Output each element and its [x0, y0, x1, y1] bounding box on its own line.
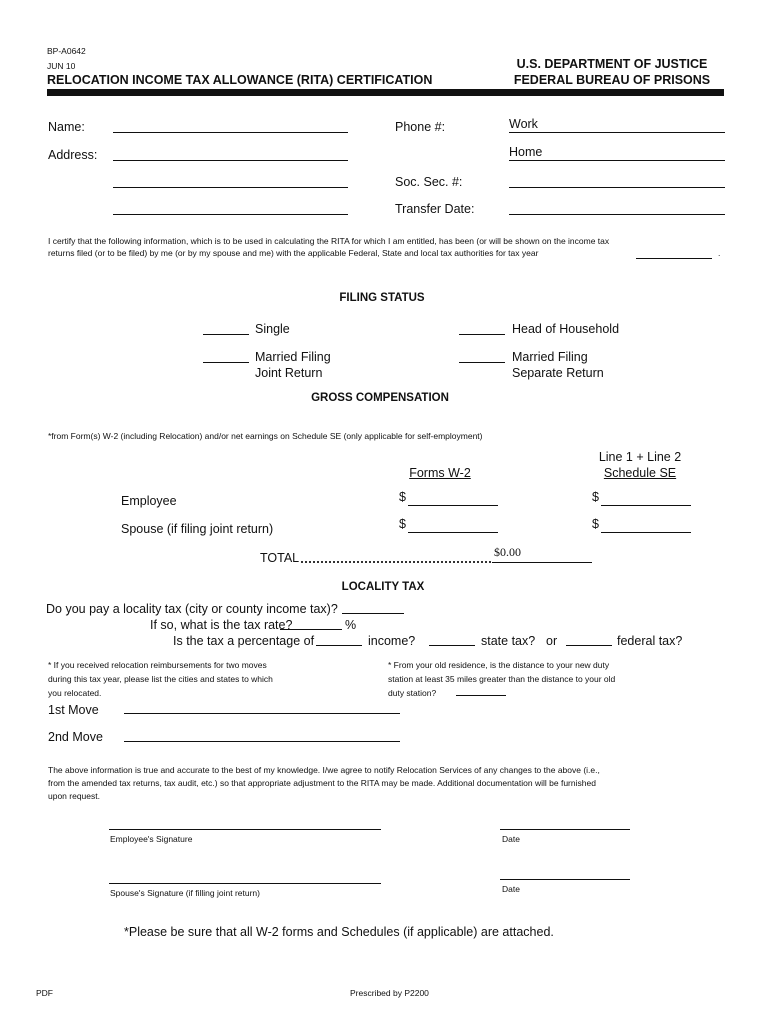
ssn-label: Soc. Sec. #:: [395, 175, 463, 189]
page-title: RELOCATION INCOME TAX ALLOWANCE (RITA) CERTIFICATION: [47, 73, 433, 87]
home-label: Home: [509, 145, 543, 159]
footer-left: PDF: [36, 988, 53, 998]
federal-tax-field[interactable]: [566, 630, 612, 646]
spouse-se-dollar: $: [592, 517, 599, 531]
move2-label: 2nd Move: [48, 730, 103, 744]
form-date: JUN 10: [47, 61, 76, 71]
col2-header-line2: Schedule SE: [603, 466, 677, 480]
gross-note: *from Form(s) W-2 (including Relocation) and/or net earnings on Schedule SE (only applicable for self-employment): [48, 431, 483, 441]
single-label: Single: [255, 322, 290, 336]
transfer-date-label: Transfer Date:: [395, 202, 475, 216]
total-underline: [492, 562, 592, 563]
note-left-1: * If you received relocation reimbursements for two moves: [48, 660, 267, 670]
employee-signature-label: Employee's Signature: [110, 834, 193, 844]
work-phone-field[interactable]: [509, 117, 725, 133]
name-label: Name:: [48, 120, 85, 134]
head-of-household-line[interactable]: [459, 319, 505, 335]
locality-q1: Do you pay a locality tax (city or county income tax)?: [46, 602, 338, 616]
note-right-2: station at least 35 miles greater than the distance to your old: [388, 674, 616, 684]
head-of-household-label: Head of Household: [512, 322, 620, 336]
employee-w2-field[interactable]: [408, 490, 498, 506]
date1-line[interactable]: [500, 829, 630, 830]
total-label: TOTAL: [260, 551, 300, 565]
header-rule: [47, 89, 724, 96]
note-left-3: you relocated.: [48, 688, 102, 698]
distance-field[interactable]: [456, 682, 506, 696]
married-joint-label-1: Married Filing: [255, 350, 331, 364]
ssn-field[interactable]: [509, 172, 725, 188]
total-leader: [301, 561, 491, 563]
locality-q1-field[interactable]: [342, 598, 404, 614]
locality-q2: If so, what is the tax rate?: [150, 618, 293, 632]
move2-field[interactable]: [124, 726, 400, 742]
declaration-line-2: from the amended tax returns, tax audit, etc.) so that appropriate adjustment to the RITA may be made. Additional documentation will be furnished: [48, 778, 596, 788]
employee-se-field[interactable]: [601, 490, 691, 506]
tax-rate-field[interactable]: [280, 614, 342, 630]
married-joint-label-2: Joint Return: [255, 366, 323, 380]
note-left-2: during this tax year, please list the cities and states to which: [48, 674, 273, 684]
agency-line-2: FEDERAL BUREAU OF PRISONS: [513, 73, 711, 87]
or-label: or: [546, 634, 558, 648]
transfer-date-field[interactable]: [509, 199, 725, 215]
spouse-signature-line[interactable]: [109, 883, 381, 884]
gross-compensation-heading: GROSS COMPENSATION: [311, 392, 449, 404]
employee-label: Employee: [121, 494, 177, 508]
work-label: Work: [509, 117, 538, 131]
tax-year-field[interactable]: [636, 245, 712, 259]
income-label: income?: [368, 634, 416, 648]
date1-label: Date: [502, 834, 520, 844]
married-separate-line[interactable]: [459, 347, 505, 363]
col2-header-line1: Line 1 + Line 2: [598, 450, 682, 464]
address-field-1[interactable]: [113, 145, 348, 161]
filing-status-heading: FILING STATUS: [339, 292, 425, 304]
state-tax-field[interactable]: [429, 630, 475, 646]
married-separate-label-1: Married Filing: [512, 350, 588, 364]
employee-signature-line[interactable]: [109, 829, 381, 830]
col1-header: Forms W-2: [409, 466, 471, 480]
spouse-w2-dollar: $: [399, 517, 406, 531]
income-field[interactable]: [316, 630, 362, 646]
married-separate-label-2: Separate Return: [512, 366, 604, 380]
declaration-line-1: The above information is true and accurate to the best of my knowledge. I/we agree to notify Relocation Services of any changes to the above (i.e.,: [48, 765, 600, 775]
spouse-label: Spouse (if filing joint return): [121, 522, 274, 536]
address-label: Address:: [48, 148, 98, 162]
married-joint-line[interactable]: [203, 347, 249, 363]
spouse-se-field[interactable]: [601, 517, 691, 533]
percent-sign: %: [345, 618, 357, 632]
date2-label: Date: [502, 884, 520, 894]
state-tax-label: state tax?: [481, 634, 536, 648]
locality-tax-heading: LOCALITY TAX: [341, 581, 425, 593]
locality-q3: Is the tax a percentage of: [173, 634, 315, 648]
certify-end: .: [718, 248, 721, 258]
single-checkbox-line[interactable]: [203, 319, 249, 335]
spouse-signature-label: Spouse's Signature (if filling joint return): [110, 888, 260, 898]
certify-text-1: I certify that the following information, which is to be used in calculating the RITA for which I am entitled, has been (or will be shown on the income tax: [48, 236, 610, 246]
address-field-3[interactable]: [113, 199, 348, 215]
declaration-line-3: upon request.: [48, 791, 100, 801]
certify-text-2: returns filed (or to be filed) by me (or by my spouse and me) with the applicable Federal, State and local tax authorities for tax year: [48, 248, 539, 258]
move1-label: 1st Move: [48, 703, 99, 717]
attach-note: *Please be sure that all W-2 forms and Schedules (if applicable) are attached.: [124, 925, 554, 939]
form-number: BP-A0642: [47, 46, 86, 56]
footer-center: Prescribed by P2200: [350, 988, 429, 998]
move1-field[interactable]: [124, 698, 400, 714]
employee-se-dollar: $: [592, 490, 599, 504]
home-phone-field[interactable]: [509, 145, 725, 161]
note-right-1: * From your old residence, is the distance to your new duty: [388, 660, 610, 670]
date2-line[interactable]: [500, 879, 630, 880]
note-right-3: duty station?: [388, 688, 437, 698]
address-field-2[interactable]: [113, 172, 348, 188]
phone-label: Phone #:: [395, 120, 446, 134]
federal-tax-label: federal tax?: [617, 634, 683, 648]
employee-w2-dollar: $: [399, 490, 406, 504]
spouse-w2-field[interactable]: [408, 517, 498, 533]
name-field[interactable]: [113, 117, 348, 133]
total-value: $0.00: [494, 545, 521, 559]
agency-line-1: U.S. DEPARTMENT OF JUSTICE: [516, 57, 708, 71]
